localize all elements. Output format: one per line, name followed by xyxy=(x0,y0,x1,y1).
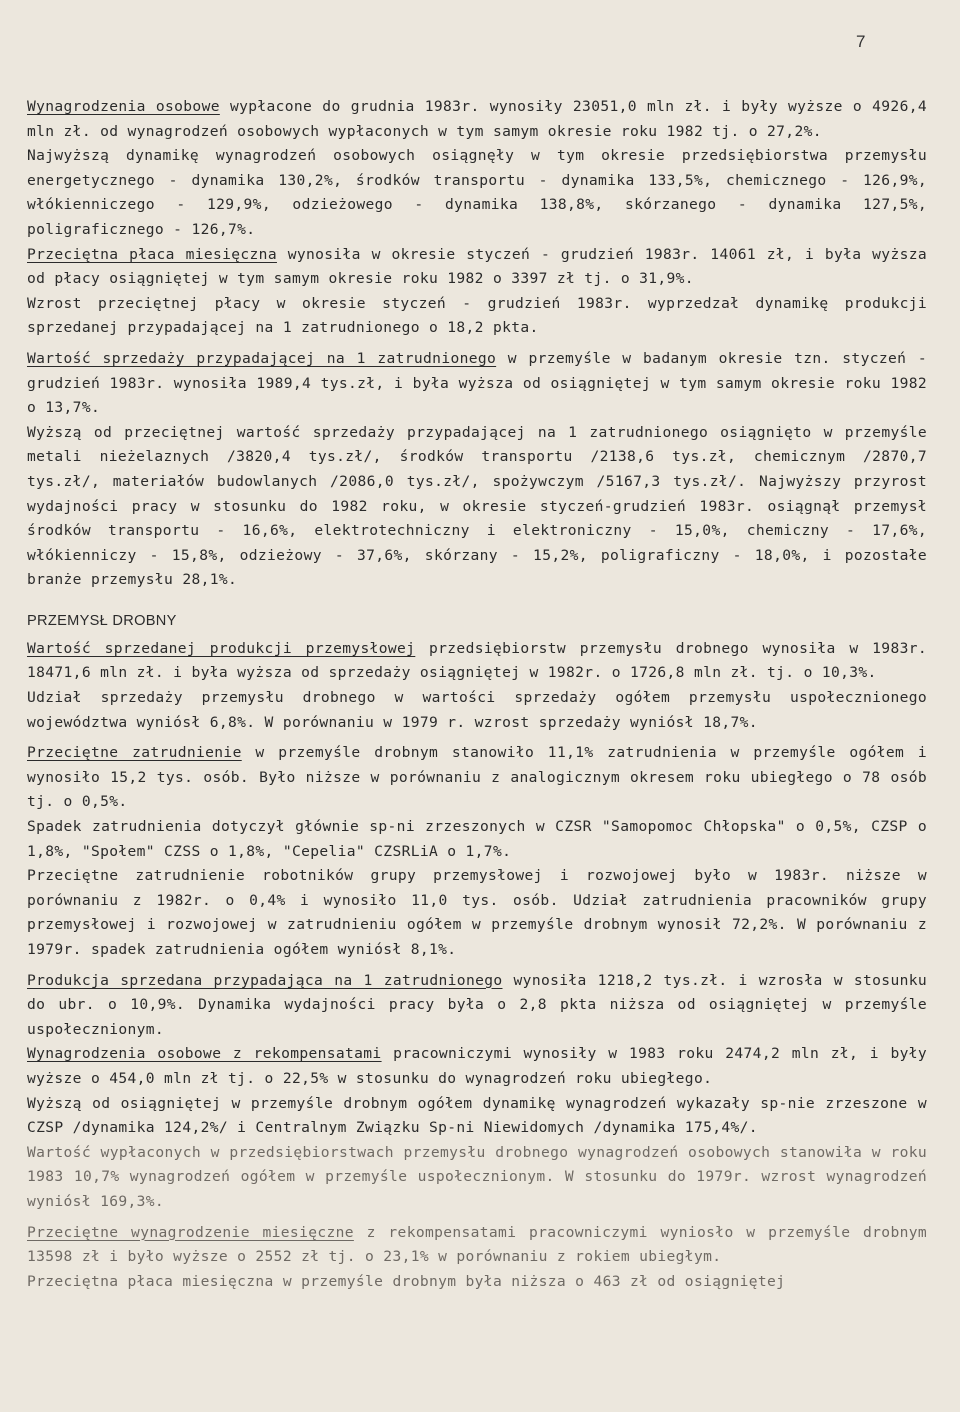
paragraph-text: przedsiębiorstw przemysłu drobnego wynosiła w 1983r. 18471,6 mln zł. i była wyższa od sprzedaży osiągniętej w 1982r. o 1726,8 mln zł. tj. o 10,3%. xyxy=(27,639,927,682)
paragraph-higher-wage-dynamics xyxy=(27,1092,927,1141)
paragraph-text: Wyższą od osiągniętej w przemyśle drobnym ogółem dynamikę wynagrodzeń wykazały sp-nie zrzeszone w CZSP /dynamika 124,2%/ i Centralnym Związku Sp-ni Niewidomych /dynamika 175,4%/. xyxy=(27,1094,927,1137)
paragraph-average-pay-comparison xyxy=(27,1270,927,1295)
paragraph-sales-per-employee xyxy=(27,347,927,421)
term-wages-compensation: Wynagrodzenia osobowe z rekompensatami xyxy=(27,1045,382,1063)
paragraph-text: w przemyśle drobnym stanowiło 11,1% zatrudnienia w przemyśle ogółem i wynosiło 15,2 tys. osób. Było niższe w porównaniu z analogicznym okresem roku ubiegłego o 78 osób tj. o 0,5%. xyxy=(27,744,927,811)
paragraph-text: Wyższą od przeciętnej wartość sprzedaży przypadającej na 1 zatrudnionego osiągnięto w przemyśle metali nieżelaznych /3820,4 tys.zł/, środków transportu /2138,6 tys.zł, chemicznym /2870,7 tys.zł/, materiałów budowlanych /2086,0 tys.zł/, spożywczym /5167,3 tys.zł/. Najwyższy przyrost wydajności pracy w stosunku do 1982 roku, w okresie styczeń-grudzień 1983r. osiągnął przemysł środków transportu - 16,6%, elektrotechniczny i elektroniczny - 15,0%, chemiczny - 17,6%, włókienniczy - 15,8%, odzieżowy - 37,6%, skórzany - 15,2%, poligraficzny - 18,0%, i pozostałe branże przemysłu 28,1%. xyxy=(27,423,927,589)
paragraph-average-monthly-wage xyxy=(27,1221,927,1270)
term-average-employment: Przeciętne zatrudnienie xyxy=(27,744,242,762)
paragraph-text: wypłacone do grudnia 1983r. wynosiły 23051,0 mln zł. i były wyższe o 4926,4 mln zł. od wynagrodzeń osobowych wypłaconych w tym samym okresie roku 1982 tj. o 27,2%. xyxy=(27,98,927,140)
paragraph-worker-employment xyxy=(27,864,927,962)
paragraph-wages xyxy=(27,95,927,144)
paragraph-wages-compensation xyxy=(27,1042,927,1091)
term-production-per-employee: Produkcja sprzedana przypadająca na 1 zatrudnionego xyxy=(27,971,503,989)
paragraph-text: Najwyższą dynamikę wynagrodzeń osobowych osiągnęły w tym okresie przedsiębiorstwa przemysłu energetycznego - dynamika 130,2%, środków transportu - dynamika 133,5%, chemicznego - 126,9%, włókienniczego - 129,9%, odzieżowego - dynamika 138,8%, skórzanego - dynamika 127,5%, poligraficznego - 126,7%. xyxy=(27,147,927,238)
document-body xyxy=(27,95,927,1294)
paragraph-pay-growth xyxy=(27,292,927,341)
paragraph-text: Udział sprzedaży przemysłu drobnego w wartości sprzedaży ogółem przemysłu uspołecznionego województwa wyniósł 6,8%. W porównaniu w 1979 r. wzrost sprzedaży wyniósł 18,7%. xyxy=(27,689,927,731)
paragraph-production-per-employee xyxy=(27,969,927,1043)
paragraph-sales-by-branch xyxy=(27,421,927,593)
section-heading-small-industry: PRZEMYSŁ DROBNY xyxy=(27,612,177,629)
paragraph-text: Spadek zatrudnienia dotyczył głównie sp-ni zrzeszonych w CZSR "Samopomoc Chłopska" o 0,5%, CZSP o 1,8%, "Społem" CZSS o 1,8%, "Cepelia" CZSRLiA o 1,7%. xyxy=(27,818,927,860)
paragraph-text: Wzrost przeciętnej płacy w okresie styczeń - grudzień 1983r. wyprzedzał dynamikę produkcji sprzedanej przypadającej na 1 zatrudnionego o 18,2 pkta. xyxy=(27,294,927,337)
paragraph-sales-share xyxy=(27,686,927,735)
paragraph-wage-share xyxy=(27,1141,927,1215)
paragraph-average-pay xyxy=(27,243,927,292)
paragraph-average-employment xyxy=(27,741,927,815)
paragraph-text: Wartość wypłaconych w przedsiębiorstwach przemysłu drobnego wynagrodzeń osobowych stanowiła w roku 1983 10,7% wynagrodzeń ogółem w przemyśle uspołecznionym. W stosunku do 1979r. wzrost wynagrodzeń wyniósł 169,3%. xyxy=(27,1143,927,1210)
term-wages: Wynagrodzenia osobowe xyxy=(27,98,220,115)
term-average-pay: Przeciętna płaca miesięczna xyxy=(27,245,277,263)
term-average-monthly-wage: Przeciętne wynagrodzenie miesięczne xyxy=(27,1223,354,1241)
paragraph-employment-decline xyxy=(27,815,927,864)
paragraph-text: Przeciętna płaca miesięczna w przemyśle drobnym była niższa o 463 zł od osiągniętej xyxy=(27,1272,786,1290)
paragraph-text: wynosiła w okresie styczeń - grudzień 1983r. 14061 zł, i była wyższa od płacy osiągniętej w tym samym okresie roku 1982 o 3397 zł tj. o 31,9%. xyxy=(27,245,927,288)
term-sales-per-employee: Wartość sprzedaży przypadającej na 1 zatrudnionego xyxy=(27,349,497,367)
paragraph-text: wynosiła 1218,2 tys.zł. i wzrosła w stosunku do ubr. o 10,9%. Dynamika wydajności pracy była o 2,8 pkta niższa od osiągniętej w przemyśle uspołecznionym. xyxy=(27,971,927,1038)
paragraph-text: Przeciętne zatrudnienie robotników grupy przemysłowej i rozwojowej było w 1983r. niższe w porównaniu z 1982r. o 0,4% i wynosiło 11,0 tys. osób. Udział zatrudnienia pracowników grupy przemysłowej i rozwojowej w zatrudnieniu ogółem w przemyśle drobnym wynosił 72,2%. W porównaniu z 1979r. spadek zatrudnienia ogółem wyniósł 8,1%. xyxy=(27,867,927,958)
page-number: 7 xyxy=(856,32,866,51)
paragraph-text: pracowniczymi wynosiły w 1983 roku 2474,2 mln zł, i były wyższe o 454,0 mln zł tj. o 22,5% w stosunku do wynagrodzeń roku ubiegłego. xyxy=(27,1045,927,1087)
paragraph-text: z rekompensatami pracowniczymi wyniosło w przemyśle drobnym 13598 zł i było wyższe o 2552 zł tj. o 23,1% w porównaniu z rokiem ubiegłym. xyxy=(27,1223,927,1266)
paragraph-wage-dynamics xyxy=(27,144,927,242)
paragraph-text: w przemyśle w badanym okresie tzn. styczeń - grudzień 1983r. wynosiła 1989,4 tys.zł, i była wyższa od osiągniętej w tym samym okresie roku 1982 o 13,7%. xyxy=(27,349,927,417)
paragraph-small-industry-sales xyxy=(27,637,927,686)
term-sold-production: Wartość sprzedanej produkcji przemysłowej xyxy=(27,639,416,657)
